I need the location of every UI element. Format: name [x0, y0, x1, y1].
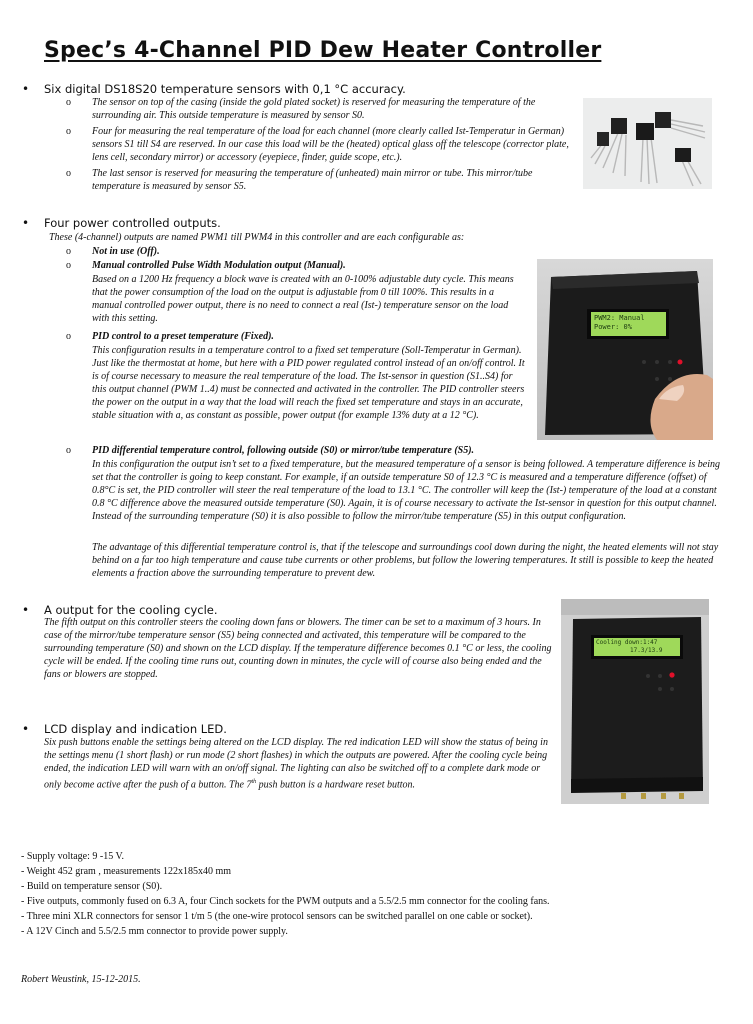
lcd-display-cooling: [596, 639, 663, 655]
option-differential-body: In this configuration the output isn’t set to a fixed temperature, but the measured temperature of a sensor is being followed. A temperature difference is being set that the controller is going to keep constant. For example, if an outside temperature S0 of 12.3 °C is measured and a temperature difference (offset) of 0.8°C is set, the PID controller will steer the real temperature of the load to 13.1 °C. The controller will keep the (Ist-) temperature of the load at a constant 0.8 °C difference above the measured outside temperature (S0). Again, it is of course necessary to activate the Ist-sensor in question for this output channel. Instead of the surrounding temperature (S0) it is also possible to follow the mirror/tube temperature (S5) in this output configuration.: [92, 459, 720, 522]
spec-item: - Five outputs, commonly fused on 6.3 A, four Cinch sockets for the PWM outputs and a 5.5/2.5 mm connector for the cooling fans.: [21, 895, 550, 907]
lcd-line-2: Power: 0%: [594, 323, 632, 331]
option-manual-heading: Manual controlled Pulse Width Modulation output (Manual).: [92, 260, 346, 271]
lcd-heading: LCD display and indication LED.: [44, 722, 227, 736]
sensors-photo: [583, 98, 712, 189]
lcd-body-text: Six push buttons enable the settings being altered on the LCD display. The red indication LED will show the status of being in the settings menu (1 short flash) or run mode (2 short flashes) in which the outputs are powered. After the cooling cycle being ended, the indication LED will warn with an on/off signal. The lighting can also be switched off to a complete dark mode or only become active after the push of a button. The 7: [44, 737, 548, 791]
sub-bullet: o: [66, 445, 71, 456]
sensor-item-s0: The sensor on top of the casing (inside the gold plated socket) is reserved for measuring the temperature of the surrounding air. This outside temperature is measured by sensor S0.: [92, 97, 536, 121]
controller-cooling-photo: [561, 599, 709, 804]
lcd-display-manual: [594, 314, 645, 332]
option-fixed-heading: PID control to a preset temperature (Fixed).: [92, 331, 274, 342]
option-off: Not in use (Off).: [92, 246, 160, 257]
cooling-heading: A output for the cooling cycle.: [44, 603, 218, 617]
sub-bullet: o: [66, 97, 71, 108]
lcd-line-1: Cooling down:1:47: [596, 639, 658, 646]
bullet-sensors: •: [22, 82, 30, 96]
spec-item: - Three mini XLR connectors for sensor 1 t/m 5 (the one-wire protocol sensors can be switched parallel on one cable or socket).: [21, 910, 533, 922]
lcd-body-sup: th: [251, 778, 257, 785]
sensor-item-s1-s4: Four for measuring the real temperature of the load for each channel (more clearly called Ist-Temperatur in German) sensors S1 till S4 are reserved. In our case this load will be the (heated) optical glass off the telescope (corrector plate, lens cell, secondary mirror) or accessory (eyepiece, finder, guide scope, etc.).: [92, 126, 569, 163]
author-signature: Robert Weustink, 15-12-2015.: [21, 974, 141, 985]
sensor-item-s5: The last sensor is reserved for measuring the temperature of (unheated) main mirror or tube. This mirror/tube temperature is measured by sensor S5.: [92, 168, 533, 192]
lcd-body: [44, 737, 552, 792]
sub-bullet: o: [66, 126, 71, 137]
bullet-outputs: •: [22, 216, 30, 230]
cooling-body: The fifth output on this controller steers the cooling down fans or blowers. The timer can be set to a maximum of 3 hours. In case of the mirror/tube temperature sensor (S5) being connected and activated, this temperature will be compared to the surrounding temperature (S0) and shown on the LCD display. If the temperature difference becomes 0.1 °C or less, the cooling cycle will be ended. If the cooling time runs out, counting down in minutes, the cycle will of course also being ended and the fans or blowers are stopped.: [44, 617, 552, 680]
outputs-intro: These (4-channel) outputs are named PWM1 till PWM4 in this controller and are each configurable as:: [49, 232, 465, 243]
sub-bullet: o: [66, 260, 71, 271]
controller-manual-photo: [537, 259, 713, 440]
page-title: Spec’s 4-Channel PID Dew Heater Controller: [44, 38, 602, 63]
sub-bullet: o: [66, 246, 71, 257]
spec-item: - Supply voltage: 9 -15 V.: [21, 851, 124, 862]
spec-item: - Build on temperature sensor (S0).: [21, 880, 163, 892]
outputs-heading: Four power controlled outputs.: [44, 216, 221, 230]
bullet-lcd: •: [22, 722, 30, 736]
option-differential-advantage: The advantage of this differential temperature control is, that if the telescope and surroundings cool down during the night, the heated elements will not stay behind on a far too high temperature and cause tube currents or other problems, but follow the lowering temperatures. It still is possible to keep the heated elements a fraction above the surrounding temperature to prevent dew.: [92, 542, 719, 579]
specs-list: [21, 850, 550, 939]
lcd-body-end: push button is a hardware reset button.: [256, 779, 416, 791]
lcd-line-1: PWM2: Manual: [594, 314, 645, 322]
option-fixed-body: This configuration results in a temperature control to a fixed set temperature (Soll-Temperatur in German). Just like the thermostat at home, but here with a PID power regulated control instead of an on/off control. It is of course necessary to measure the real temperature of the load. The Ist-sensor in question (S1..S4) for this output channel (PWM 1..4) must be connected and activated in the controller. The PID controller steers the power on the output in a way that the load will reach the fixed set temperature and stays in an accurate, stable situation with a, as constant as possible, power output (for example 13% duty at a 12 °C).: [92, 345, 525, 421]
sensors-heading: Six digital DS18S20 temperature sensors with 0,1 °C accuracy.: [44, 82, 406, 96]
spec-item: - A 12V Cinch and 5.5/2.5 mm connector to provide power supply.: [21, 925, 288, 937]
spec-item: - Weight 452 gram , measurements 122x185x40 mm: [21, 865, 232, 877]
bullet-cooling: •: [22, 603, 30, 617]
option-manual-body: Based on a 1200 Hz frequency a block wave is created with an 0-100% adjustable duty cycle. This means that the power consumption of the load on the output is adjustable from 0 till 100%. This results in a manual controlled power output, there is no need to connect a real (Ist-) temperature sensor on the load with this setting.: [92, 274, 514, 324]
lcd-line-2: 17.3/13.9: [630, 647, 663, 654]
option-differential-heading: PID differential temperature control, following outside (S0) or mirror/tube temperature (S5).: [92, 445, 475, 456]
sub-bullet: o: [66, 331, 71, 342]
sub-bullet: o: [66, 168, 71, 179]
